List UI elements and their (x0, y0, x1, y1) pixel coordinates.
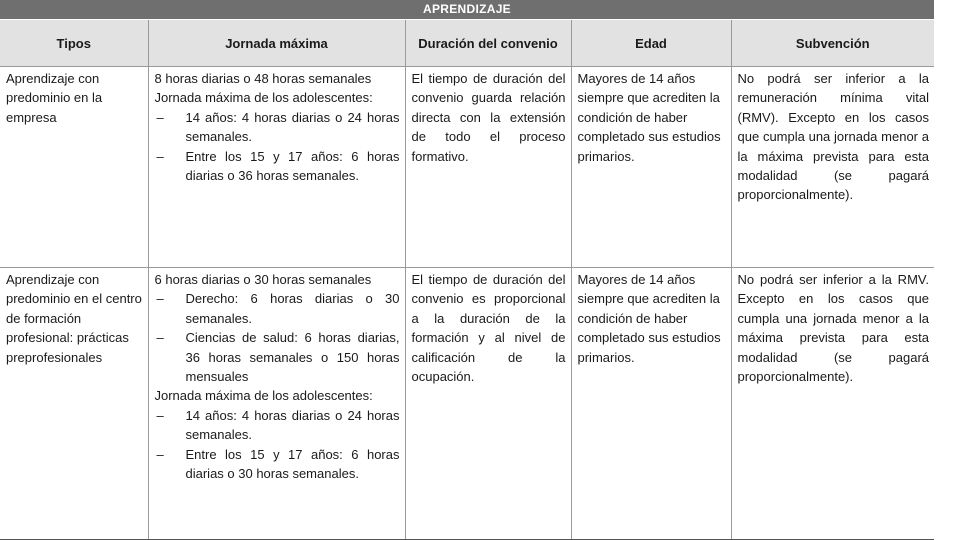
list-item-text: Ciencias de salud: 6 horas diarias, 36 horas semanales o 150 horas mensuales (185, 330, 400, 385)
cell-edad: Mayores de 14 años siempre que acrediten la condición de haber completado sus estudios primarios. (571, 268, 731, 540)
jornada-intro: 8 horas diarias o 48 horas semanales (154, 71, 372, 86)
list-item-text: 14 años: 4 horas diarias o 24 horas semanales. (185, 109, 400, 145)
table-row (0, 67, 934, 268)
cell-edad: Mayores de 14 años siempre que acrediten la condición de haber completado sus estudios primarios. (571, 67, 731, 268)
list-item (155, 406, 400, 445)
list-item (155, 147, 400, 186)
cell-tipo: Aprendizaje con predominio en la empresa (0, 67, 148, 268)
header-subvencion: Subvención (731, 20, 934, 67)
jornada-adolescentes-label: Jornada máxima de los adolescentes: (154, 388, 373, 404)
list-item (155, 108, 400, 147)
cell-duracion: El tiempo de duración del convenio es proporcional a la duración de la formación y al nivel de calificación de la ocupación. (405, 268, 571, 540)
aprendizaje-table (0, 20, 934, 540)
cell-jornada (148, 67, 405, 268)
dash-bullet: – (156, 148, 164, 164)
list-item (155, 289, 400, 328)
list-item-text: Derecho: 6 horas diarias o 30 semanales. (185, 291, 400, 326)
cell-duracion: El tiempo de duración del convenio guarda relación directa con la extensión de todo el proceso formativo. (405, 67, 571, 268)
cell-jornada (148, 268, 405, 540)
table-row (0, 268, 934, 540)
header-tipos: Tipos (0, 20, 148, 67)
list-item-text: Entre los 15 y 17 años: 6 horas diarias o 36 horas semanales. (185, 148, 400, 184)
dash-bullet: – (156, 291, 164, 307)
dash-bullet: – (156, 446, 164, 462)
list-item (155, 328, 400, 386)
table-title: APRENDIZAJE (0, 0, 934, 19)
jornada-intro: 6 horas diarias o 30 horas semanales (154, 272, 372, 287)
dash-bullet: – (156, 330, 164, 346)
jornada-adolescentes-label: Jornada máxima de los adolescentes: (154, 90, 373, 106)
dash-bullet: – (156, 109, 164, 125)
header-jornada: Jornada máxima (148, 20, 405, 67)
list-item-text: Entre los 15 y 17 años: 6 horas diarias o 30 horas semanales. (185, 446, 400, 482)
list-item-text: 14 años: 4 horas diarias o 24 horas semanales. (185, 407, 400, 443)
header-row (0, 20, 934, 67)
cell-subvencion: No podrá ser inferior a la RMV. Excepto en los casos que cumpla una jornada menor a la máxima prevista para esta modalidad (se pagará proporcionalmente). (731, 268, 934, 540)
cell-subvencion: No podrá ser inferior a la remuneración mínima vital (RMV). Excepto en los casos que cumpla una jornada menor a la máxima prevista para esta modalidad (se pagará proporcionalmente). (731, 67, 934, 268)
header-duracion: Duración del convenio (405, 20, 571, 67)
cell-tipo: Aprendizaje con predominio en el centro de formación profesional: prácticas preprofesionales (0, 268, 148, 540)
list-item (155, 445, 400, 484)
dash-bullet: – (156, 407, 164, 423)
header-edad: Edad (571, 20, 731, 67)
